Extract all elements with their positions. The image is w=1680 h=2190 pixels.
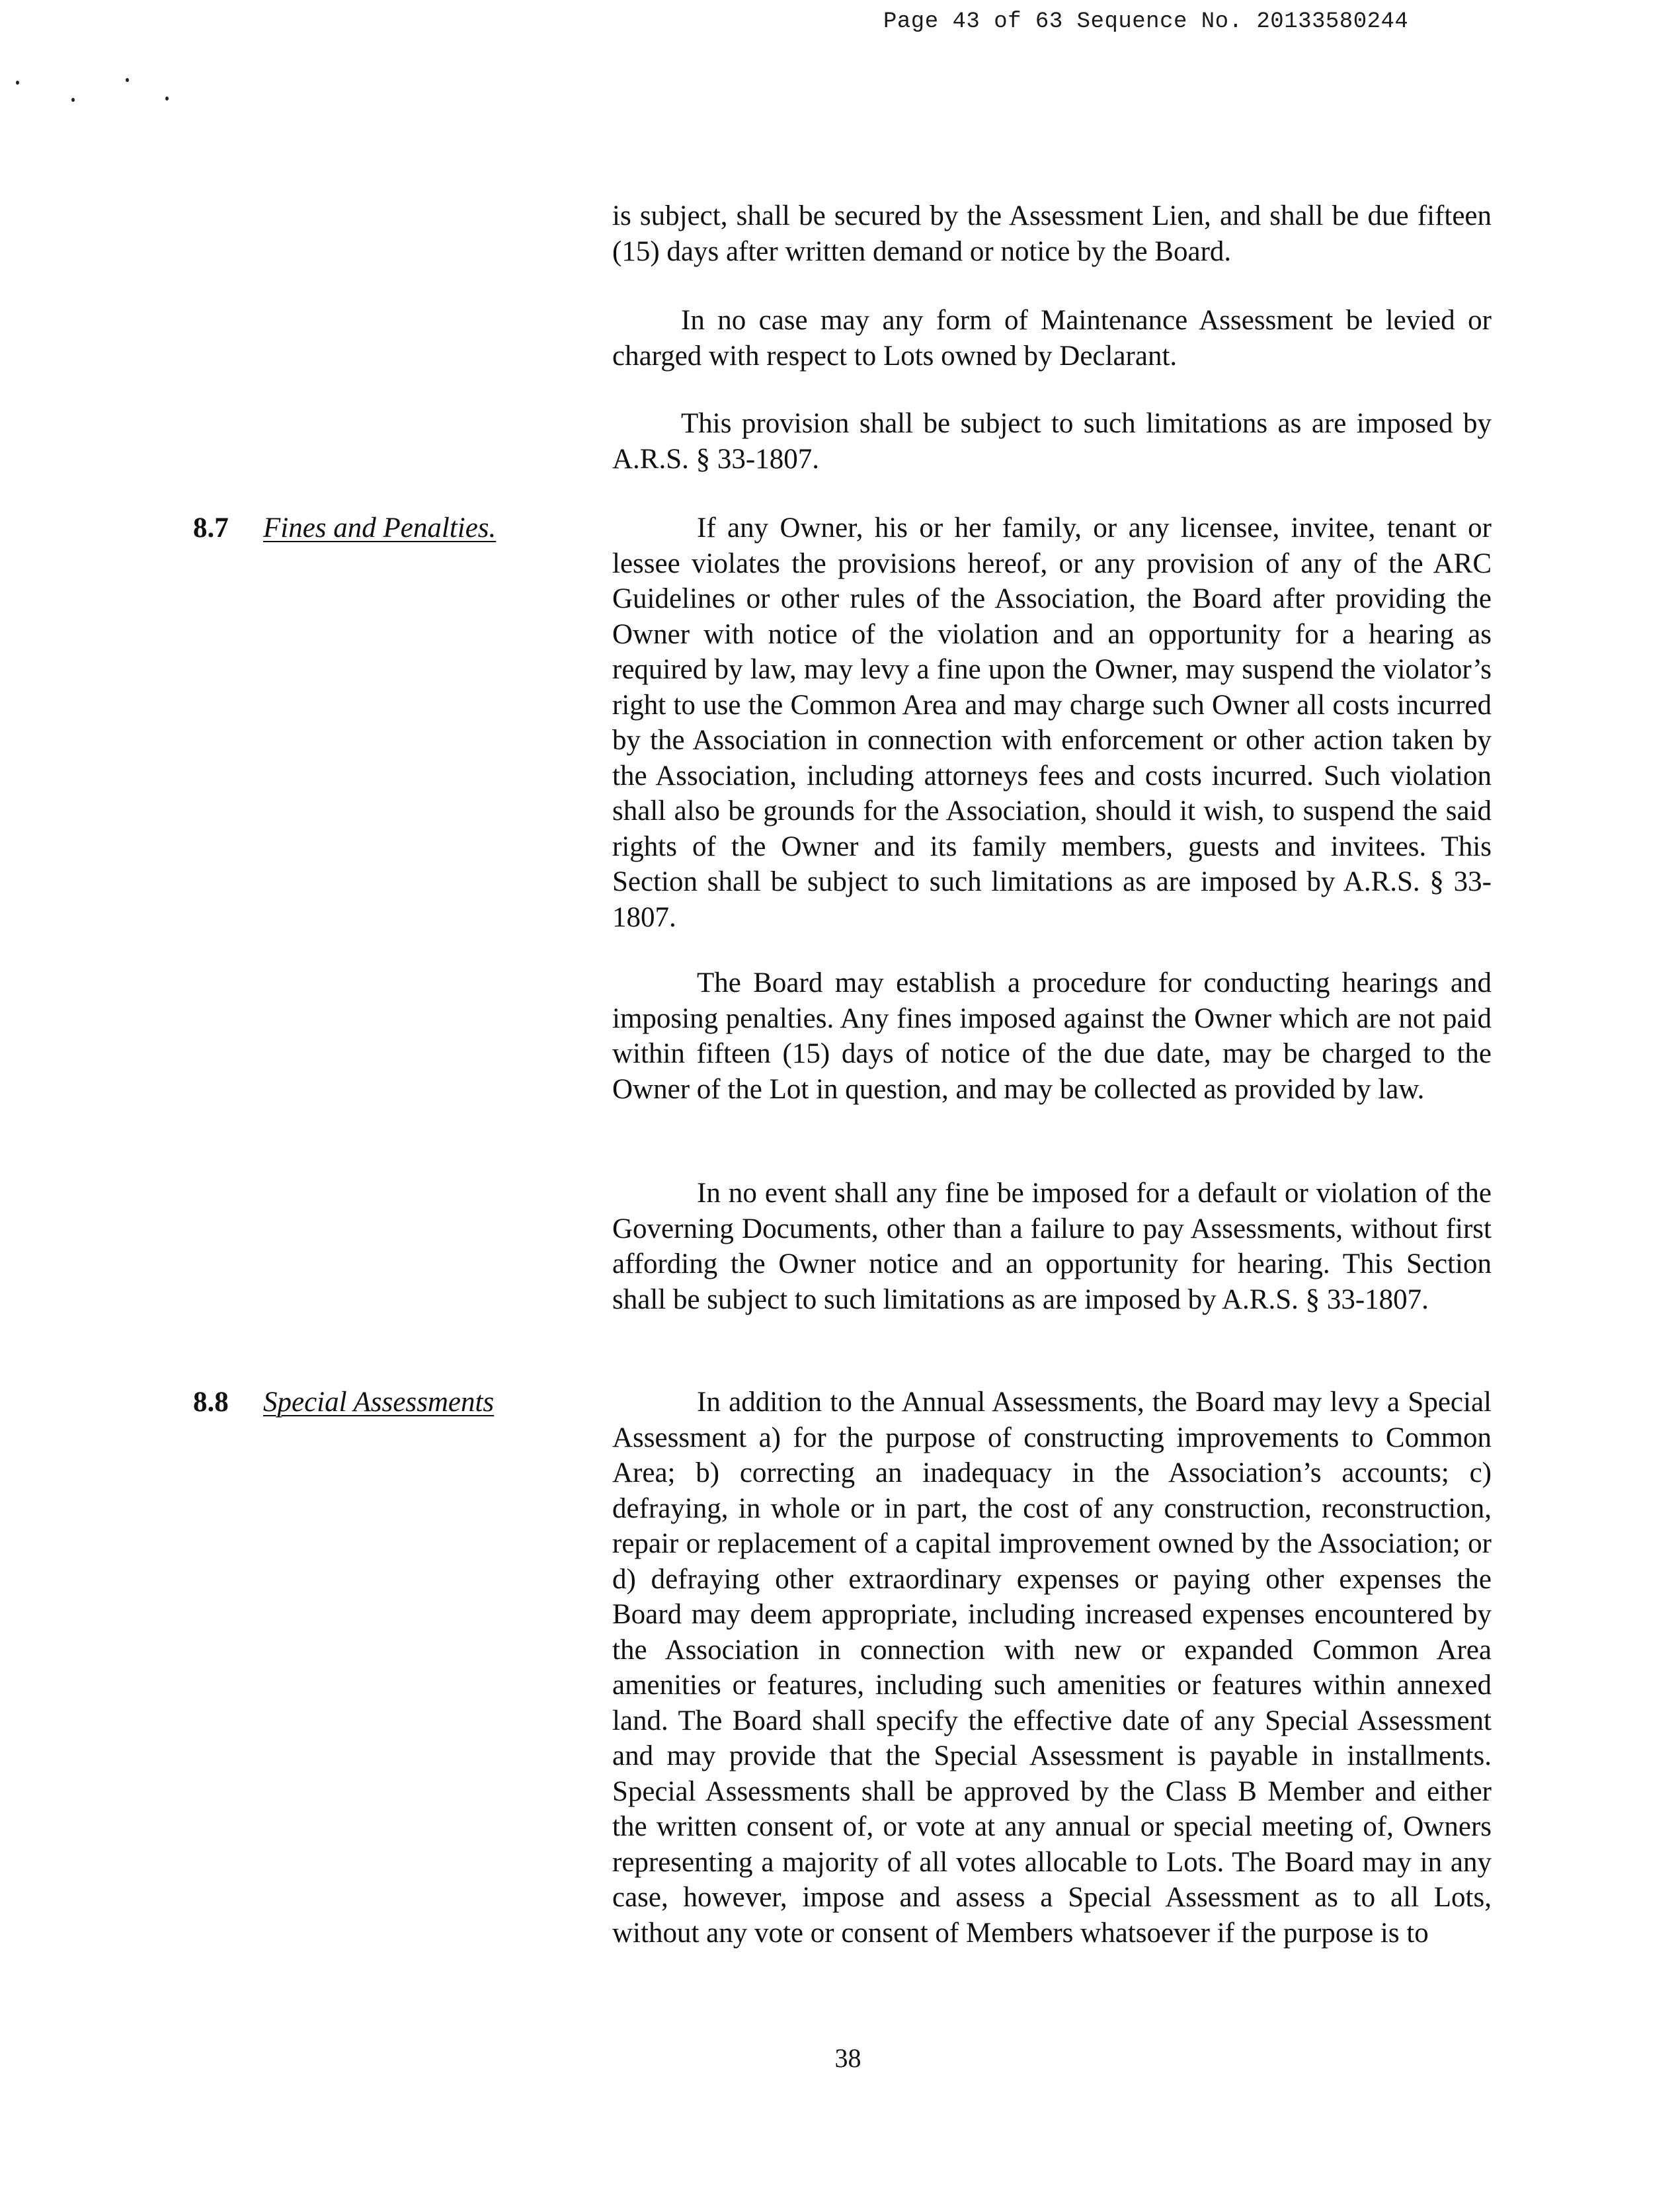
section-8-8-number: 8.8: [193, 1387, 229, 1418]
section-8-8-paragraph-1: In addition to the Annual Assessments, the Board may levy a Special Assessment a) for the purpose of constructing improvements to Common Area; b) correcting an inadequacy in the Association’s accounts; c) defraying, in whole or in part, the cost of any construction, reconstruction, repair or replacement of a capital improvement owned by the Association; or d) defraying other extraordinary expenses or paying other expenses the Board may deem appropriate, including increased expenses encountered by the Association in connection with new or expanded Common Area amenities or features, including such amenities or features within annexed land. The Board shall specify the effective date of any Special Assessment and may provide that the Special Assessment is payable in installments. Special Assessments shall be approved by the Class B Member and either the written consent of, or vote at any annual or special meeting of, Owners representing a majority of all votes allocable to Lots. The Board may in any case, however, impose and assess a Special Assessment as to all Lots, without any vote or consent of Members whatsoever if the purpose is to: [612, 1387, 1492, 1949]
section-8-7-number: 8.7: [193, 512, 229, 544]
continuation-paragraph-3: This provision shall be subject to such limitations as are imposed by A.R.S. § 33-1807.: [612, 408, 1492, 475]
scan-speck: [165, 97, 169, 101]
section-8-7-paragraph-1: If any Owner, his or her family, or any licensee, invitee, tenant or lessee violates the provisions hereof, or any provision of any of the ARC Guidelines or other rules of the Association, the Board after providing the Owner with notice of the violation and an opportunity for a hearing as required by law, may levy a fine upon the Owner, may suspend the violator’s right to use the Common Area and may charge such Owner all costs incurred by the Association in connection with enforcement or other action taken by the Association, including attorneys fees and costs incurred. Such violation shall also be grounds for the Association, should it wish, to suspend the said rights of the Owner and its family members, guests and invitees. This Section shall be subject to such limitations as are imposed by A.R.S. § 33-1807.: [612, 512, 1492, 933]
page-sequence-header: Page 43 of 63 Sequence No. 20133580244: [883, 9, 1409, 34]
continuation-paragraph-1: is subject, shall be secured by the Assessment Lien, and shall be due fifteen (15) days after written demand or notice by the Board.: [612, 200, 1492, 267]
continuation-paragraph-2: In no case may any form of Maintenance Assessment be levied or charged with respect to Lots owned by Declarant.: [612, 305, 1492, 372]
section-8-8-title: Special Assessments: [263, 1387, 495, 1418]
scan-specks: [13, 78, 185, 118]
scan-speck: [71, 98, 75, 102]
section-8-7-title: Fines and Penalties.: [263, 512, 497, 544]
section-8-7-paragraph-2: The Board may establish a procedure for conducting hearings and imposing penalties. Any fines imposed against the Owner which are not paid within fifteen (15) days of notice of the due date, may be charged to the Owner of the Lot in question, and may be collected as provided by law.: [612, 967, 1492, 1105]
section-8-7-paragraph-3: In no event shall any fine be imposed for a default or violation of the Governing Documents, other than a failure to pay Assessments, without first affording the Owner notice and an opportunity for hearing. This Section shall be subject to such limitations as are imposed by A.R.S. § 33-1807.: [612, 1178, 1492, 1315]
page-number: 38: [834, 2043, 861, 2073]
scan-speck: [16, 81, 19, 85]
scan-speck: [126, 78, 129, 82]
